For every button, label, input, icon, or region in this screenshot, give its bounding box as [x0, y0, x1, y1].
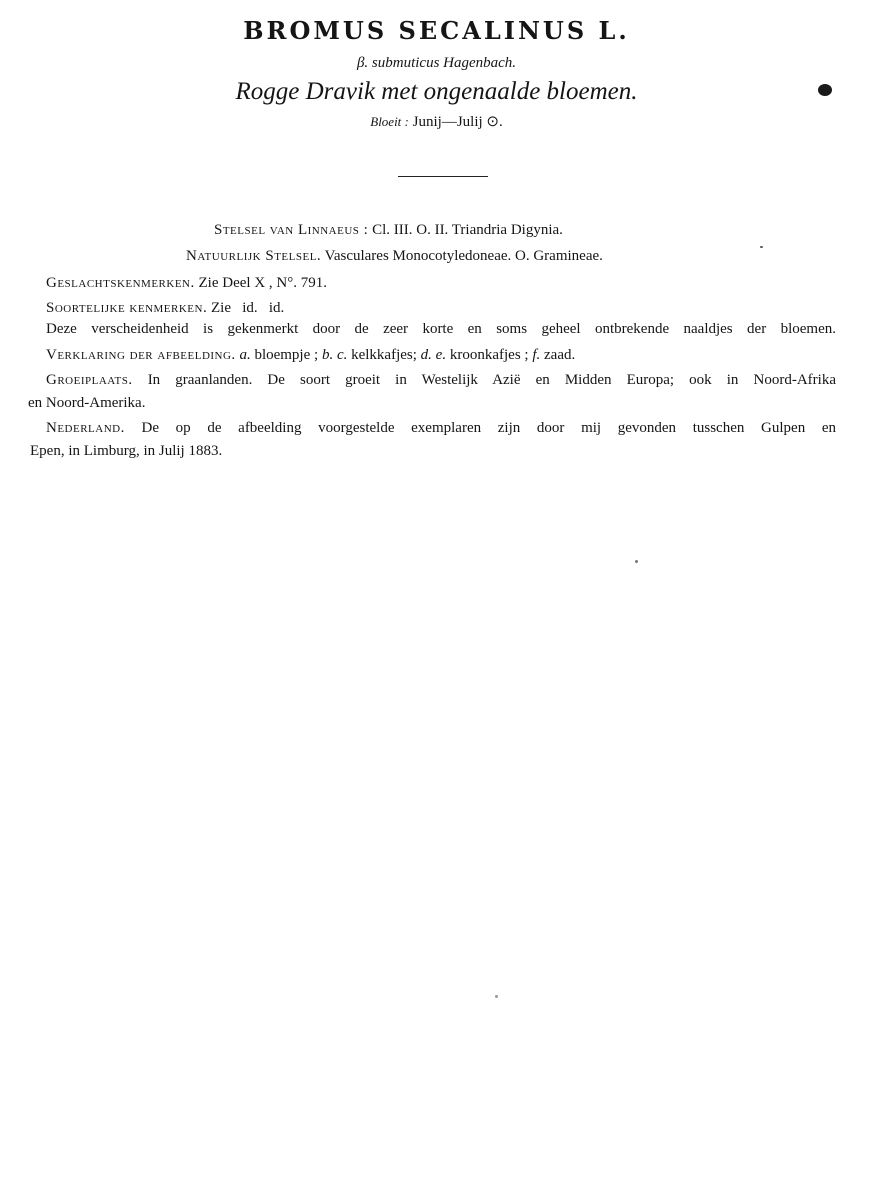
figure-key: d. e. [420, 347, 447, 363]
variety-name: β. submuticus Hagenbach. [356, 55, 517, 71]
entry-habitat [46, 370, 836, 390]
entry-linnaeus [214, 220, 563, 240]
figure-key: f. [532, 347, 541, 363]
entry-species-characters [46, 298, 284, 318]
figure-text: kelkkafjes; [351, 347, 417, 363]
flowering-label: Bloeit : [370, 114, 409, 129]
figure-key: a. [239, 347, 251, 363]
figure-key: b. c. [321, 347, 348, 363]
entry-natural-system [186, 246, 603, 266]
figure-text: kroonkafjes ; [449, 347, 529, 363]
entry-text: De op de afbeelding voorgestelde exemplaren zijn door mij gevonden tusschen Gulpen en [141, 420, 837, 436]
entry-label: Nederland. [46, 420, 125, 436]
entry-label: Soortelijke kenmerken. [46, 300, 208, 316]
entry-text: In graanlanden. De soort groeit in Westelijk Azië en Midden Europa; ook in Noord-Afrika [147, 372, 836, 388]
entry-text: Vasculares Monocotyledoneae. O. Gramineae. [324, 248, 603, 264]
flowering-period [0, 112, 873, 131]
entry-label: Natuurlijk Stelsel. [186, 248, 322, 264]
entry-figure-explanation [46, 345, 575, 365]
netherlands-continued: Epen, in Limburg, in Julij 1883. [30, 443, 223, 459]
ink-speck [760, 246, 763, 248]
variety-note: Deze verscheidenheid is gekenmerkt door de zeer korte en soms geheel ontbrekende naaldjes der bloemen. [46, 321, 836, 337]
ink-speck [635, 560, 638, 563]
flowering-value: Junij—Julij ⊙. [412, 114, 503, 130]
entry-genus-characters [46, 273, 327, 293]
entry-text: Cl. III. O. II. Triandria Digynia. [372, 222, 563, 238]
separator-rule [398, 176, 488, 177]
figure-text: zaad. [544, 347, 576, 363]
entry-label: Groeiplaats. [46, 372, 133, 388]
habitat-continued: en Noord-Amerika. [28, 395, 146, 411]
entry-label: Verklaring der afbeelding. [46, 347, 236, 363]
ink-speck [495, 995, 498, 998]
species-title: BROMUS SECALINUS L. [243, 16, 630, 45]
entry-text: Zie Deel X , N°. 791. [198, 275, 327, 291]
ink-speck [818, 84, 832, 96]
entry-text: Zie id. id. [210, 300, 285, 316]
entry-label: Geslachtskenmerken. [46, 275, 195, 291]
figure-text: bloempje ; [254, 347, 319, 363]
entry-netherlands [46, 418, 836, 438]
entry-label: Stelsel van Linnaeus : [214, 222, 369, 238]
dutch-name: Rogge Dravik met ongenaalde bloemen. [235, 78, 638, 105]
